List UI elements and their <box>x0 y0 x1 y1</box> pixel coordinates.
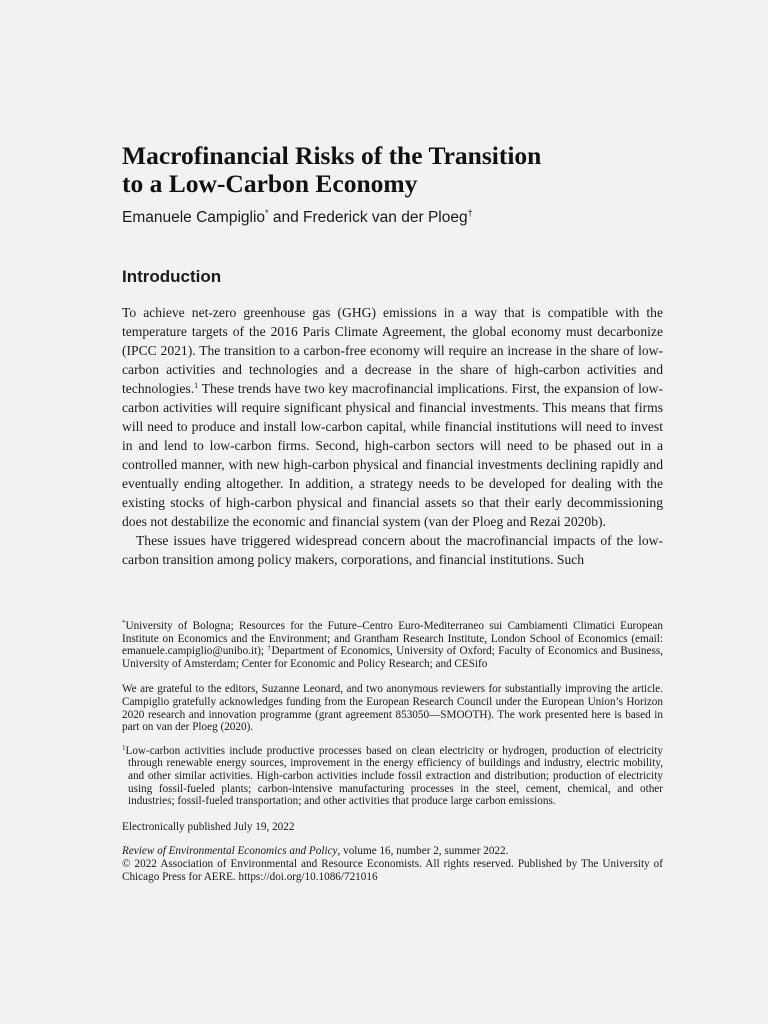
author-list <box>122 208 663 228</box>
body-paragraph: These issues have triggered widespread concern about the macrofinancial impacts of the low-carbon transition among policy makers, corporations, and financial institutions. Such <box>122 533 663 567</box>
journal-citation <box>122 845 663 858</box>
footnote-mark: † <box>267 644 272 653</box>
author-connector: and <box>268 209 304 226</box>
body-paragraph <box>122 303 663 531</box>
paragraph-text: These trends have two key macrofinancial implications. First, the expansion of low-carbon activities will require significant physical and financial investments. This means that firms will need to produce and install low-carbon capital, while financial institutions will need to invest in and lend to low-carbon firms. Second, high-carbon sectors will need to be phased out in a controlled manner, with new high-carbon physical and financial investments declining rapidly and eventually ending altogether. In addition, a strategy needs to be developed for dealing with the existing stocks of high-carbon physical and financial assets so that their early decommissioning does not destabilize the economic and financial system (van der Ploeg and Rezai 2020b). <box>122 381 663 529</box>
affiliation-text: Department of Economics, University of Oxford; Faculty of Economics and Business, University of Amsterdam; Center for Economic and Policy Research; and CESifo <box>122 645 663 670</box>
journal-details: , volume 16, number 2, summer 2022. <box>337 845 509 858</box>
publication-date: Electronically published July 19, 2022 <box>122 820 295 833</box>
article-body <box>122 303 663 569</box>
footnotes-section <box>122 620 663 883</box>
journal-name: Review of Environmental Economics and Policy <box>122 845 338 858</box>
article-front-matter <box>122 142 663 569</box>
paragraph-text: To achieve net-zero greenhouse gas (GHG) emissions in a way that is compatible with the temperature targets of the 2016 Paris Climate Agreement, the global economy must decarbonize (IPCC 2021). The transition to a carbon-free economy will require an increase in the share of low-carbon activities and technologies and a decrease in the share of high-carbon activities and technologies. <box>122 305 663 396</box>
section-heading: Introduction <box>122 267 222 286</box>
author-affiliation-mark: * <box>265 208 269 218</box>
author-name: Emanuele Campiglio <box>122 209 266 226</box>
article-title <box>122 142 663 198</box>
title-line-1: Macrofinancial Risks of the Transition <box>122 141 542 170</box>
author-name: Frederick van der Ploeg <box>303 209 468 226</box>
footnote-mark: 1 <box>122 743 126 752</box>
footnote-text: Low-carbon activities include productive processes based on clean electricity or hydrogen, production of electricity through renewable energy sources, improvement in the energy efficiency of buildings and industry, electric mobility, and other similar activities. High-carbon activities include fossil extraction and distribution; production of electricity using fossil-fueled plants; carbon-intensive manufacturing processes in the steel, cement, chemical, and other industries; fossil-fueled transportation; and other activities that produce large carbon emissions. <box>125 744 663 808</box>
title-line-2: to a Low-Carbon Economy <box>122 169 418 198</box>
footnote-reference[interactable]: 1 <box>194 381 199 390</box>
footnote-mark: * <box>122 619 126 627</box>
acknowledgment-note: We are grateful to the editors, Suzanne Leonard, and two anonymous reviewers for substantially improving the article. Campiglio gratefully acknowledges funding from the European Research Council under the European Union’s Horizon 2020 research and innovation programme (grant agreement 853050—SMOOTH). The work presented here is based in part on van der Ploeg (2020). <box>122 683 663 734</box>
copyright-notice: © 2022 Association of Environmental and Resource Economists. All rights reserved. Published by The University of Chicago Press for AERE. https://doi.org/10.1086/721016 <box>122 857 663 883</box>
footnote-1 <box>122 745 663 808</box>
affiliation-note <box>122 620 663 670</box>
affiliation-text: University of Bologna; Resources for the Future–Centro Euro-Mediterraneo sui Cambiamenti Climatici European Institute on Economics and the Environment; and Grantham Research Institute, London School of Economics (email: emanuele.campiglio@unibo.it); <box>122 620 663 658</box>
author-affiliation-mark: † <box>467 208 473 218</box>
